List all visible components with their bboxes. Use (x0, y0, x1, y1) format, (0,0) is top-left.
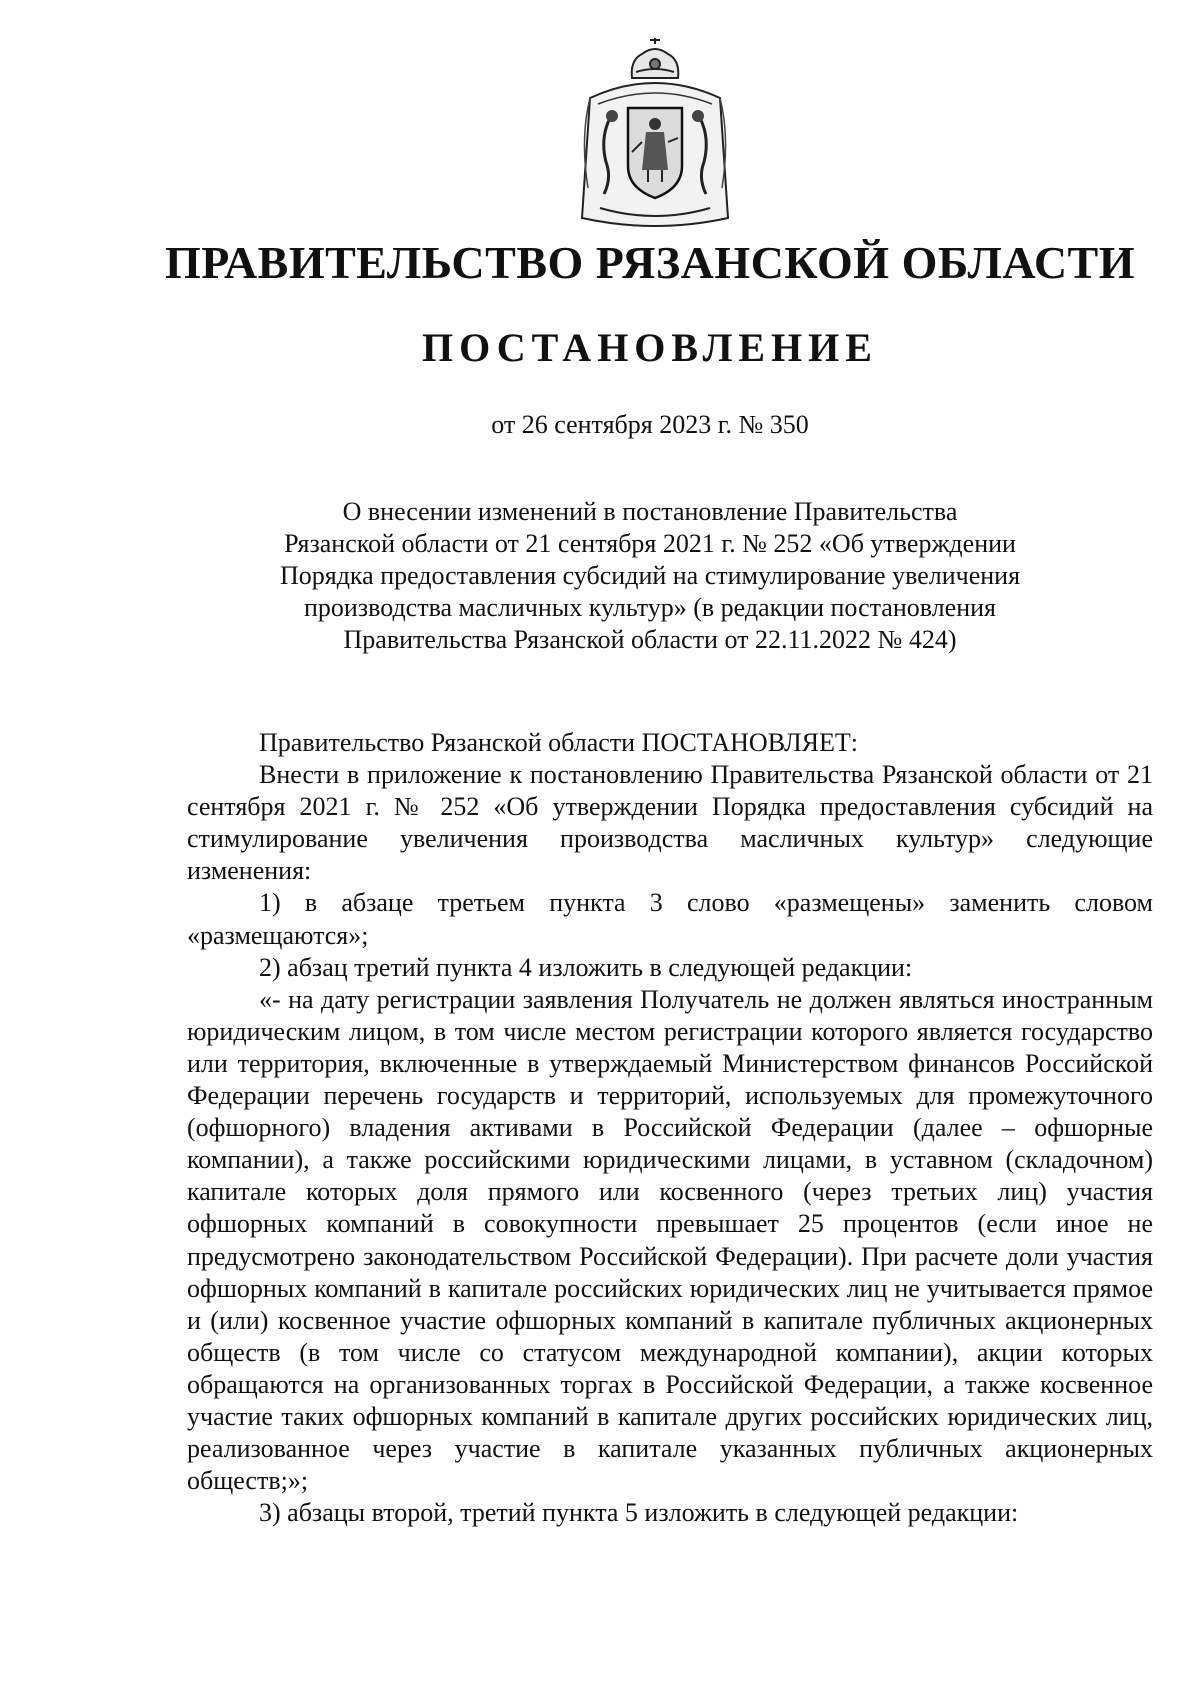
body-paragraph: Правительство Рязанской области ПОСТАНОВЛЯЕТ: (259, 728, 859, 757)
document-date-number: от 26 сентября 2023 г. № 350 (491, 410, 809, 439)
subject-line: Порядка предоставления субсидий на стимулирование увеличения (279, 561, 1021, 590)
body-paragraph: «- на дату регистрации заявления Получатель не должен являться иностранным юридическим лицом, в том числе местом регистрации которого является государство или территория, включенные в утверждаемый Министерством финансов Российской Федерации перечень государств и территорий, используемых для промежуточного (офшорного) владения активами в Российской Федерации (далее – офшорные компании), а также российскими юридическими лицами, в уставном (складочном) капитале которых доля прямого или косвенного (через третьих лиц) участия офшорных компаний в совокупности превышает 25 процентов (если иное не предусмотрено законодательством Российской Федерации). При расчете доли участия офшорных компаний в капитале российских юридических лиц не учитывается прямое и (или) косвенное участие офшорных компаний в капитале публичных акционерных обществ (в том числе со статусом международной компании), акции которых обращаются на организованных торгах в Российской Федерации, а также косвенное участие таких офшорных компаний в капитале других российских юридических лиц, реализованное через участие в капитале указанных публичных акционерных обществ;»; (187, 984, 1153, 1496)
subject-line: Правительства Рязанской области от 22.11.2022 № 424) (343, 625, 957, 654)
body-paragraph: Внести в приложение к постановлению Правительства Рязанской области от 21 сентября 2021 г. № 252 «Об утверждении Порядка предоставления субсидий на стимулирование увеличения производства масличных культур» следующие изменения: (187, 760, 1153, 886)
body-paragraph: 3) абзацы второй, третий пункта 5 изложить в следующей редакции: (259, 1498, 1019, 1528)
coat-of-arms-icon (570, 38, 740, 234)
organization-heading: ПРАВИТЕЛЬСТВО РЯЗАНСКОЙ ОБЛАСТИ (164, 237, 1136, 288)
body-paragraph: 2) абзац третий пункта 4 изложить в следующей редакции: (259, 952, 913, 982)
document-type-title: ПОСТАНОВЛЕНИЕ (422, 325, 878, 370)
body-paragraph: 1) в абзаце третьем пункта 3 слово «размещены» заменить словом «размещаются»; (187, 888, 1153, 950)
subject-line: производства масличных культур» (в редакции постановления (304, 593, 996, 622)
document-subject (230, 496, 1070, 656)
subject-line: О внесении изменений в постановление Правительства (342, 497, 958, 526)
subject-line: Рязанской области от 21 сентября 2021 г. № 252 «Об утверждении (284, 529, 1016, 558)
document-body (187, 727, 1153, 1529)
